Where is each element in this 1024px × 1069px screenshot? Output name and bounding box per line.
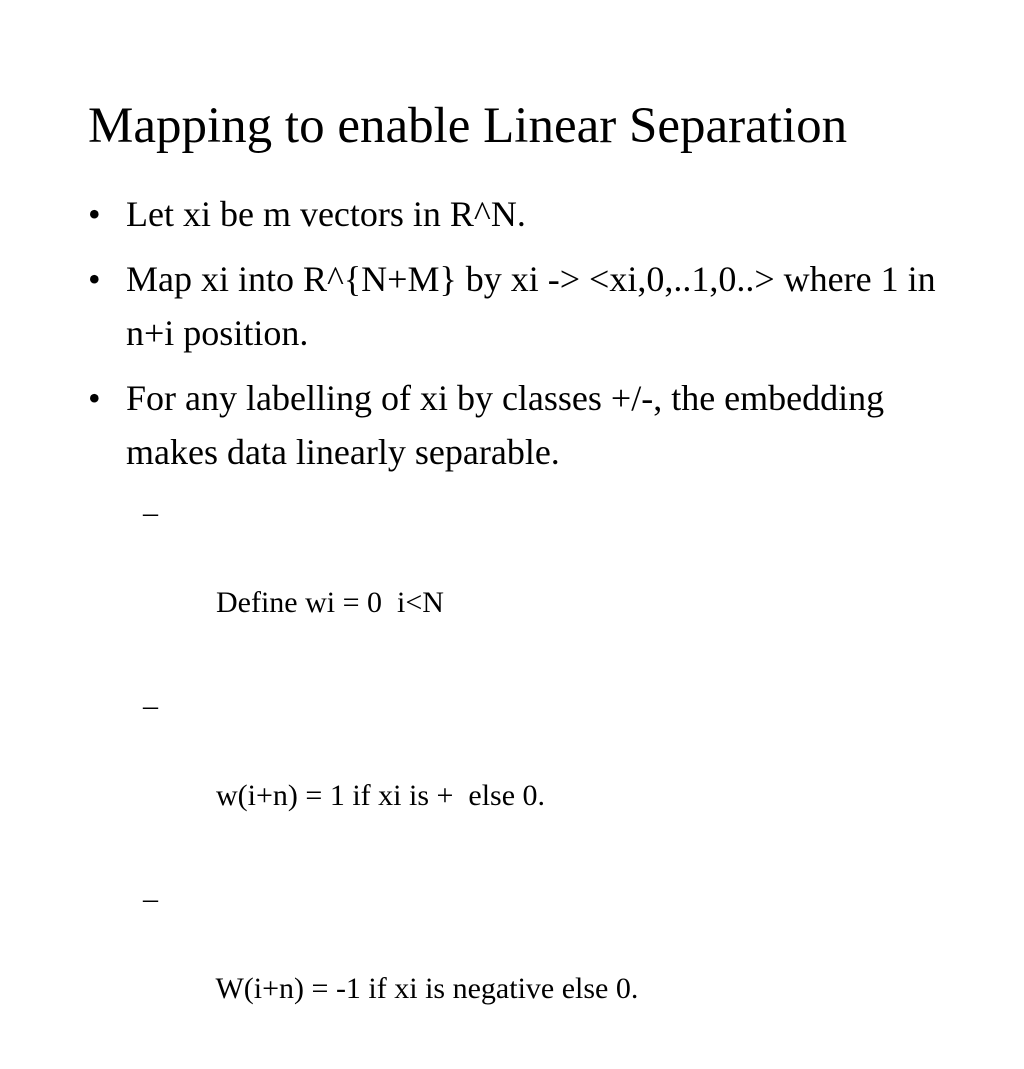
sub-bullet-text: Define wi = 0 i<N (216, 586, 444, 619)
bullet-text: Let xi be m vectors in R^N. (126, 194, 526, 234)
bullet-list (88, 187, 968, 1069)
sub-bullet-text: w(i+n) = 1 if xi is + else 0. (216, 779, 546, 812)
sub-bullet-marker: – (143, 496, 158, 529)
sub-bullet-marker: – (143, 689, 158, 722)
bullet-marker: • (88, 259, 101, 299)
bullet-marker: • (88, 378, 101, 418)
bullet-item (88, 252, 968, 360)
bullet-marker: • (88, 194, 101, 234)
sub-bullet-text: W(i+n) = -1 if xi is negative else 0. (215, 972, 639, 1005)
bullet-text: For any labelling of xi by classes +/-, the embedding makes data linearly separable. (126, 378, 885, 472)
sub-bullet-item (88, 490, 968, 670)
bullet-item (88, 187, 968, 241)
bullet-text: Map xi into R^{N+M} by xi -> <xi,0,..1,0..> where 1 in n+i position. (126, 259, 936, 353)
sub-bullet-item (88, 876, 968, 1056)
sub-bullet-item (88, 683, 968, 863)
bullet-item (88, 371, 968, 479)
sub-bullet-marker: – (143, 882, 158, 915)
slide-title: Mapping to enable Linear Separation (88, 98, 848, 154)
